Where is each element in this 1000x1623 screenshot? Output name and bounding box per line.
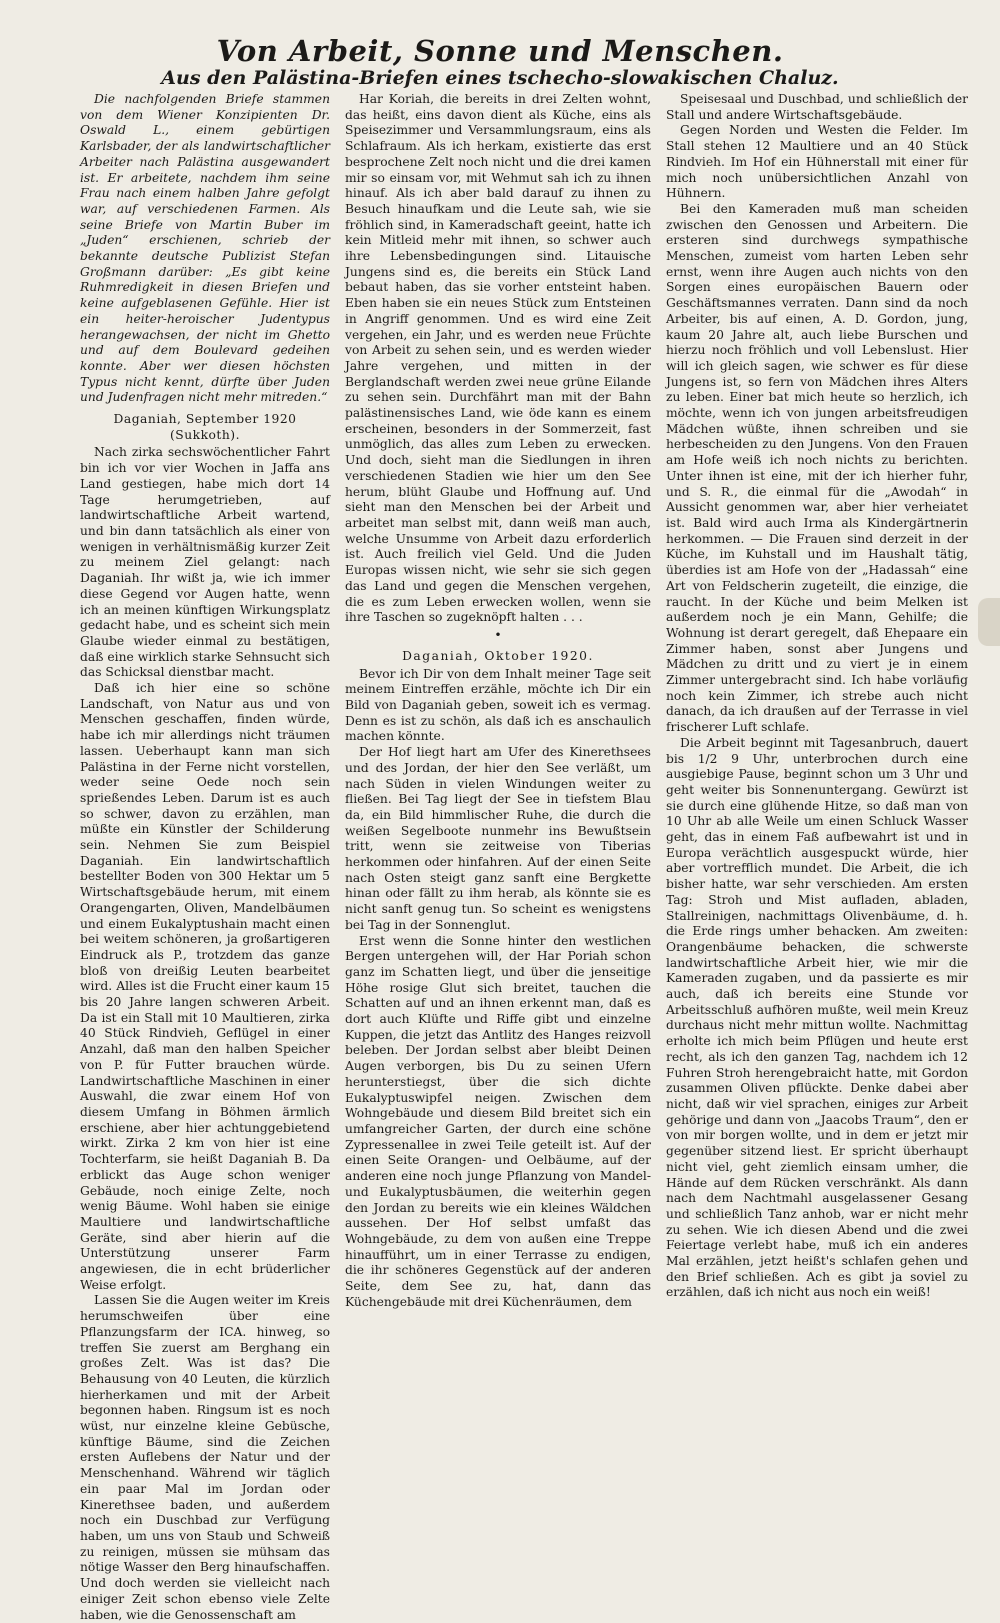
article-title: Von Arbeit, Sonne und Menschen. <box>216 34 784 68</box>
paragraph: Speisesaal und Duschbad, und schließlich der Stall und andere Wirtschaftsgebäude. <box>666 92 968 122</box>
column-2 <box>345 92 651 1309</box>
column-3 <box>666 92 968 1300</box>
paragraph: Nach zirka sechswöchentlicher Fahrt bin ich vor vier Wochen in Jaffa ans Land gestiegen, habe mich dort 14 Tage herumgetrieben, auf landwirtschaftliche Arbeit wartend, und bin dann tatsächlich als einer von wenigen in verhältnismäßig kurzer Zeit zu meinem Ziel gelangt: nach Daganiah. Ihr wißt ja, wie ich immer diese Gegend vor Augen hatte, wenn ich an meinen künftigen Wirkungsplatz gedacht habe, und es scheint sich mein Glaube wieder einmal zu bestätigen, daß eine wirklich starke Sehnsucht sich das Schicksal dienstbar macht. <box>80 445 330 680</box>
paragraph: Bevor ich Dir von dem Inhalt meiner Tage seit meinem Eintreffen erzähle, möchte ich Dir ein Bild von Daganiah geben, soweit ich es vermag. Denn es ist zu schön, als daß ich es anschaulich machen könnte. <box>345 666 651 744</box>
paragraph: Gegen Norden und Westen die Felder. Im Stall stehen 12 Maultiere und an 40 Stück Rindvieh. Im Hof ein Hühnerstall mit einer für mich noch unübersichtlichen Anzahl von Hühnern. <box>666 123 968 201</box>
paragraph: Daß ich hier eine so schöne Landschaft, von Natur aus und von Menschen geschaffen, finden würde, habe ich mir allerdings nicht träumen lassen. Ueberhaupt kann man sich Palästina in der Ferne nicht vorstellen, weder seine Oede noch sein sprießendes Leben. Darum ist es auch so schwer, davon zu erzählen, man müßte ein Künstler der Schilderung sein. Nehmen Sie zum Beispiel Daganiah. Ein landwirtschaftlich bestellter Boden von 300 Hektar um 5 Wirtschaftsgebäude herum, mit einem Orangengarten, Oliven, Mandelbäumen und einem Eukalyptushain macht einen bei weitem schöneren, ja großartigeren Eindruck als P., trotzdem das ganze bloß von dreißig Leuten bearbeitet wird. Alles ist die Frucht einer kaum 15 bis 20 Jahre langen schweren Arbeit. Da ist ein Stall mit 10 Maultieren, zirka 40 Stück Rindvieh, Geflügel in einer Anzahl, daß man den halben Speicher von P. für Futter brauchen würde. Landwirtschaftliche Maschinen in einer Auswahl, die zwar einem Hof von diesem Umfang in Böhmen ärmlich erschiene, aber hier achtunggebietend wirkt. Zirka 2 km von hier ist eine Tochterfarm, sie heißt Daganiah B. Da erblickt das Auge schon weniger Gebäude, noch einige Zelte, noch wenig Bäume. Wohl haben sie einige Maultiere und landwirtschaftliche Geräte, sind aber hierin auf die Unterstützung unserer Farm angewiesen, die in echt brüderlicher Weise erfolgt. <box>80 681 330 1292</box>
paragraph: Har Koriah, die bereits in drei Zelten wohnt, das heißt, eins davon dient als Küche, eins als Speisezimmer und Versammlungsraum, eins als Schlafraum. Als ich herkam, existierte das erst besprochene Zelt noch nicht und die drei kamen mir so einsam vor, mit Wehmut sah ich zu ihnen hinauf. Als ich aber bald darauf zu ihnen zu Besuch hinaufkam und die Leute sah, wie sie fröhlich sind, in Kameradschaft geeint, hatte ich kein Mitleid mehr mit ihnen, so schwer auch ihre Lebensbedingungen sind. Litauische Jungens sind es, die bereits ein Stück Land bebaut haben, das sie vorher entsteint haben. Eben haben sie ein neues Stück zum Entsteinen in Angriff genommen. Und es wird eine Zeit vergehen, ein Jahr, und es werden neue Früchte von Arbeit zu sehen sein, und es werden wieder Jahre vergehen, und mitten in der Berglandschaft werden zwei neue grüne Eilande zu sehen sein. Durchfährt man mit der Bahn palästinensisches Land, wie öde kann es einem erscheinen, besonders in der Sommerzeit, fast unmöglich, das alles zum Leben zu erwecken. Und doch, sieht man die Siedlungen in ihren verschiedenen Stadien wie hier um den See herum, blüht Glaube und Hoffnung auf. Und sieht man den Menschen bei der Arbeit und arbeitet man selbst mit, dann weiß man auch, welche Unsumme von Arbeit dazu erforderlich ist. Auch freilich viel Geld. Und die Juden Europas wissen nicht, wie sehr sie sich gegen das Land und gegen die Menschen vergehen, die es zum Leben erwecken wollen, wenn sie ihre Taschen so zugeknöpft halten . . . <box>345 92 651 625</box>
intro-paragraph: Die nachfolgenden Briefe stammen von dem Wiener Konzipienten Dr. Oswald L., einem gebürtigen Karlsbader, der als landwirtschaftlicher Arbeiter nach Palästina ausgewandert ist. Er arbeitete, nachdem ihm seine Frau nach einem halben Jahre gefolgt war, auf verschiedenen Farmen. Als seine Briefe von Martin Buber im „Juden“ erschienen, schrieb der bekannte deutsche Publizist Stefan Großmann darüber: „Es gibt keine Ruhmredigkeit in diesen Briefen und keine aufgeblasenen Gefühle. Hier ist ein heiter-heroischer Judentypus herangewachsen, der nicht im Ghetto und auf dem Boulevard gedeihen konnte. Aber wer diesen höchsten Typus nicht kennt, dürfte über Juden und Judenfragen nicht mehr mitreden.“ <box>80 92 330 405</box>
article-subtitle: Aus den Palästina-Briefen eines tschecho-slowakischen Chaluz. <box>161 67 839 89</box>
paragraph: Erst wenn die Sonne hinter den westlichen Bergen untergehen will, der Har Poriah schon ganz im Schatten liegt, und über die jenseitige Höhe rosige Glut sich breitet, tauchen die Schatten auf und an ihnen erkennt man, daß es dort auch Klüfte und Riffe gibt und einzelne Kuppen, die jetzt das Antlitz des Hanges reizvoll beleben. Der Jordan selbst aber bleibt Deinen Augen verborgen, bis Du zu seinen Ufern herunterstiegst, über die sich dichte Eukalyptuswipfel neigen. Zwischen dem Wohngebäude und diesem Bild breitet sich ein umfangreicher Garten, der durch eine schöne Zypressenallee in zwei Teile geteilt ist. Auf der einen Seite Orangen- und Oelbäume, auf der anderen eine noch junge Pflanzung von Mandel- und Eukalyptusbäumen, die weiterhin gegen den Jordan zu bereits wie ein kleines Wäldchen aussehen. Der Hof selbst umfaßt das Wohngebäude, zu dem von außen eine Treppe hinaufführt, um in einer Terrasse zu endigen, die ihr schöneres Gegenstück auf der anderen Seite, dem See zu, hat, dann das Küchengebäude mit drei Küchenräumen, dem <box>345 933 651 1309</box>
dateline-september: Daganiah, September 1920 (Sukkoth). <box>113 412 297 442</box>
paragraph: Die Arbeit beginnt mit Tagesanbruch, dauert bis 1/2 9 Uhr, unterbrochen durch eine ausgiebige Pause, beginnt schon um 3 Uhr und geht weiter bis Sonnenuntergang. Gewürzt ist sie durch eine glühende Hitze, so daß man von 10 Uhr ab alle Weile um einen Schluck Wasser geht, das in einem Faß aufbewahrt ist und in Europa verächtlich ausgespuckt würde, hier aber vortrefflich mundet. Die Arbeit, die ich bisher hatte, war sehr verschieden. Am ersten Tag: Stroh und Mist aufladen, abladen, Stallreinigen, nachmittags Olivenbäume, d. h. die Erde rings umher behacken. Am zweiten: Orangenbäume behacken, die schwerste landwirtschaftliche Arbeit hier, wie mir die Kameraden zugaben, und da passierte es mir auch, daß ich bereits eine Stunde vor Arbeitsschluß aufhören mußte, weil mein Kreuz durchaus nicht mehr mittun wollte. Nachmittag erholte ich mich beim Pflügen und heute erst recht, als ich den ganzen Tag, nachdem ich 12 Fuhren Stroh herengebraicht hatte, mit Gordon zusammen Oliven pflückte. Denke dabei aber nicht, daß wir viel sprachen, einiges zur Arbeit gehörige und dann von „Jaacobs Traum“, den er von mir borgen wollte, und in dem er jetzt mir gegenüber sitzend liest. Er spricht überhaupt nicht viel, geht ziemlich einsam umher, die Hände auf dem Rücken verschränkt. Als dann nach dem Nachtmahl ausgelassener Gesang und schließlich Tanz anhob, war er nicht mehr zu sehen. Wie ich diesen Abend und die zwei Feiertage verlebt habe, muß ich ein anderes Mal erzählen, jetzt heißt's schlafen gehen und den Brief schließen. Ach es gibt ja soviel zu erzählen, daß ich nicht aus noch ein weiß! <box>666 735 968 1300</box>
paragraph: Der Hof liegt hart am Ufer des Kinerethsees und des Jordan, der hier den See verläßt, um nach Süden in vielen Windungen weiter zu fließen. Bei Tag liegt der See in tiefstem Blau da, ein Bild himmlischer Ruhe, die durch die weißen Segelboote nunmehr ins Bewußtsein tritt, wenn sie zeitweise von Tiberias herkommen oder hinfahren. Auf der einen Seite nach Osten steigt ganz sanft eine Bergkette hinan oder fällt zu ihm herab, als könnte sie es nicht sanft genug tun. So scheint es wenigstens bei Tag in der Sonnenglut. <box>345 745 651 932</box>
paragraph: Bei den Kameraden muß man scheiden zwischen den Genossen und Arbeitern. Die ersteren sind durchwegs sympathische Menschen, zumeist vom harten Leben sehr ernst, wenn ihre Augen auch nichts von den Sorgen eines europäischen Bauern oder Geschäftsmannes verraten. Dann sind da noch Arbeiter, bis auf einen, A. D. Gordon, jung, kaum 20 Jahre alt, auch liebe Burschen und hierzu noch fröhlich und voll Lebenslust. Hier will ich gleich sagen, wie schwer es für diese Jungens ist, so fern von Mädchen ihres Alters zu leben. Einer bat mich heute so herzlich, ich möchte, wenn ich von jungen arbeitsfreudigen Mädchen wüßte, ihnen schreiben und sie herbescheiden zu den Jungens. Von den Frauen am Hofe weiß ich noch nichts zu berichten. Unter ihnen ist eine, mit der ich hierher fuhr, und S. R., die einmal für die „Awodah“ in Aussicht genommen war, aber hier verheiatet ist. Bald wird auch Irma als Kindergärtnerin herkommen. — Die Frauen sind derzeit in der Küche, im Kuhstall und im Haushalt tätig, überdies ist am Hofe von der „Hadassah“ eine Art von Feldscherin zugeteilt, die einzige, die raucht. In der Küche und beim Melken ist außerdem noch je ein Mann, Gehilfe; die Wohnung ist derart geregelt, daß Ehepaare ein Zimmer haben, sonst aber Jungens und Mädchen zu dritt und zu viert je in einem Zimmer untergebracht sind. Ich habe vorläufig noch kein Zimmer, ich strebe auch nicht danach, da ich draußen auf der Terrasse in viel frischerer Luft schlafe. <box>666 201 968 735</box>
paragraph: Lassen Sie die Augen weiter im Kreis herumschweifen über eine Pflanzungsfarm der ICA. hinweg, so treffen Sie zuerst am Berghang ein großes Zelt. Was ist das? Die Behausung von 40 Leuten, die kürzlich hierherkamen und mit der Arbeit begonnen haben. Ringsum ist es noch wüst, nur einzelne kleine Gebüsche, künftige Bäume, sind die Zeichen ersten Auflebens der Natur und der Menschenhand. Während wir täglich ein paar Mal im Jordan oder Kinerethsee baden, und außerdem noch ein Duschbad zur Verfügung haben, um uns von Staub und Schweiß zu reinigen, müssen sie mühsam das nötige Wasser den Berg hinaufschaffen. Und doch werden sie vielleicht nach einiger Zeit schon ebenso viele Zelte haben, wie die Genossenschaft am <box>80 1293 330 1622</box>
dateline-october: Daganiah, Oktober 1920. <box>402 648 594 663</box>
paper-tear-mark <box>978 598 1000 646</box>
section-separator: • <box>494 627 502 642</box>
column-1 <box>80 92 330 1622</box>
